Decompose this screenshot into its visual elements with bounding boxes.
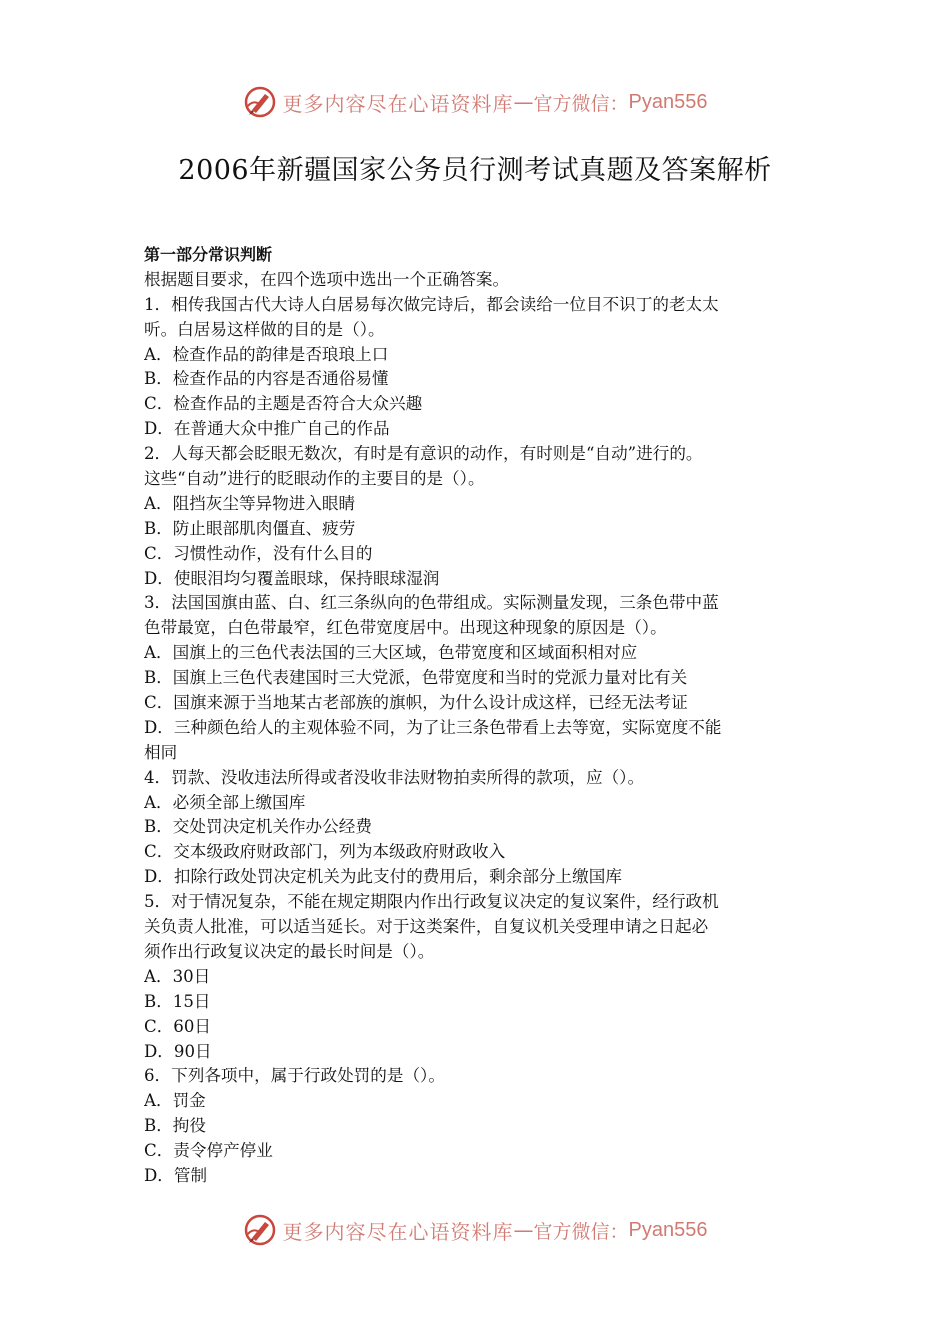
text-line: A．国旗上的三色代表法国的三大区域，色带宽度和区域面积相对应: [144, 643, 638, 663]
text-line: C．检查作品的主题是否符合大众兴趣: [144, 394, 423, 414]
text-line: 5．对于情况复杂，不能在规定期限内作出行政复议决定的复议案件，经行政机: [144, 892, 719, 912]
footer-banner: [0, 1210, 950, 1250]
text-line: D．三种颜色给人的主观体验不同，为了让三条色带看上去等宽，实际宽度不能: [144, 717, 722, 737]
section-heading: 第一部分常识判断: [144, 245, 273, 264]
text-line: 关负责人批准，可以适当延长。对于这类案件，自复议机关受理申请之日起必: [144, 917, 709, 937]
text-line: B．国旗上三色代表建国时三大党派，色带宽度和当时的党派力量对比有关: [144, 668, 688, 688]
text-line: A．30日: [144, 966, 211, 986]
text-line: B．15日: [144, 991, 211, 1011]
pen-logo-icon: [243, 1213, 277, 1247]
text-line: B．拘役: [144, 1116, 206, 1136]
text-line: 色带最宽，白色带最窄，红色带宽度居中。出现这种现象的原因是（）。: [144, 618, 667, 638]
text-line: D．扣除行政处罚决定机关为此支付的费用后，剩余部分上缴国库: [144, 867, 622, 887]
text-line: C．交本级政府财政部门，列为本级政府财政收入: [144, 842, 506, 862]
text-line: 须作出行政复议决定的最长时间是（）。: [144, 941, 435, 961]
text-line: 相同: [144, 742, 178, 762]
text-line: C．60日: [144, 1016, 211, 1036]
banner-brand-text: 更多内容尽在心语资料库: [282, 1219, 514, 1244]
banner-wechat-label: 官方微信：: [533, 92, 629, 115]
text-line: 2．人每天都会眨眼无数次，有时是有意识的动作，有时则是“自动”进行的。: [144, 444, 703, 464]
text-line: A．阻挡灰尘等异物进入眼睛: [144, 493, 356, 513]
text-line: A．罚金: [144, 1091, 206, 1111]
text-line: B．防止眼部肌肉僵直、疲劳: [144, 518, 356, 538]
header-banner: [0, 82, 950, 122]
text-line: 听。白居易这样做的目的是（）。: [144, 319, 385, 339]
text-line: B．交处罚决定机关作办公经费: [144, 817, 372, 837]
pen-logo-icon: [243, 85, 277, 119]
text-line: 3．法国国旗由蓝、白、红三条纵向的色带组成。实际测量发现，三条色带中蓝: [144, 593, 719, 613]
text-line: D．90日: [144, 1041, 212, 1061]
text-line: D．管制: [144, 1165, 208, 1185]
banner-separator: —: [513, 90, 534, 114]
text-line: 1．相传我国古代大诗人白居易每次做完诗后，都会读给一位目不识丁的老太太: [144, 294, 719, 314]
document-body: [144, 243, 810, 1189]
banner-account: Pyan556: [628, 1218, 708, 1241]
text-line: A．必须全部上缴国库: [144, 792, 306, 812]
banner-wechat-label: 官方微信：: [533, 1220, 629, 1243]
text-line: 4．罚款、没收违法所得或者没收非法财物拍卖所得的款项，应（）。: [144, 767, 645, 787]
text-line: C．习惯性动作，没有什么目的: [144, 543, 373, 563]
banner-brand-text: 更多内容尽在心语资料库: [282, 91, 514, 116]
text-line: B．检查作品的内容是否通俗易懂: [144, 369, 389, 389]
text-line: D．在普通大众中推广自己的作品: [144, 419, 390, 439]
text-line: D．使眼泪均匀覆盖眼球，保持眼球湿润: [144, 568, 440, 588]
text-line: A．检查作品的韵律是否琅琅上口: [144, 344, 389, 364]
text-line: C．国旗来源于当地某古老部族的旗帜，为什么设计成这样，已经无法考证: [144, 693, 688, 713]
text-line: C．责令停产停业: [144, 1141, 273, 1161]
banner-separator: —: [513, 1218, 534, 1242]
text-line: 根据题目要求，在四个选项中选出一个正确答案。: [144, 269, 510, 289]
text-line: 6．下列各项中，属于行政处罚的是（）。: [144, 1066, 445, 1086]
text-line: 这些“自动”进行的眨眼动作的主要目的是（）。: [144, 469, 485, 489]
page-title: 2006年新疆国家公务员行测考试真题及答案解析: [178, 155, 772, 186]
banner-account: Pyan556: [628, 90, 708, 113]
text-lines: [144, 268, 810, 1189]
